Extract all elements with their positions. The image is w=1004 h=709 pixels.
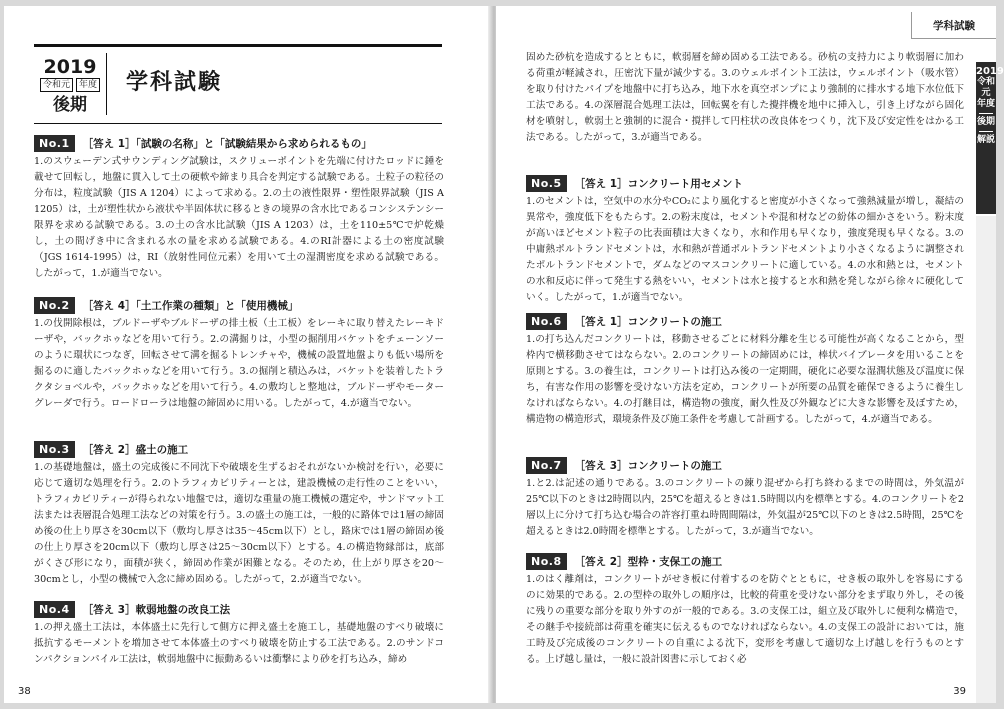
question-title: ［答え 3］軟弱地盤の改良工法	[82, 603, 231, 616]
question-number: No.3	[34, 441, 75, 458]
left-page	[4, 6, 492, 703]
question-title: ［答え 2］盛土の施工	[82, 443, 189, 456]
year-box	[34, 53, 107, 115]
question-body: 1.の押え盛土工法は，本体盛土に先行して側方に押え盛土を施工し，基礎地盤のすべり破壊に抵抗するモーメントを増加させて本体盛土のすべり破壊を防止する工法である。2.のサンドコンパクションパイル工法は，軟弱地盤中に振動あるいは衝撃により砂を打ち込み，締め	[34, 622, 444, 665]
question-number: No.6	[526, 313, 567, 330]
side-tab-nendo: 年度	[976, 99, 995, 109]
question-number: No.7	[526, 457, 567, 474]
question-8	[526, 552, 964, 668]
question-number: No.5	[526, 175, 567, 192]
question-title: ［答え 3］コンクリートの施工	[574, 459, 722, 472]
running-head: 学科試験	[911, 12, 996, 39]
section-header	[34, 44, 442, 124]
page-title: 学科試験	[126, 70, 223, 95]
side-tab-era: 令和元	[976, 77, 995, 98]
question-body: 固めた砂杭を造成するとともに，軟弱層を締め固める工法である。砂杭の支持力により軟弱層に加わる荷重が軽減され，圧密沈下量が減少する。3.のウェルポイント工法は，ウェルポイント（吸水管）を取り付けたパイプを地盤中に打ち込み，地下水を真空ポンプにより強制的に排水する地下水位低下工法である。4.の深層混合処理工法は，回転翼を有した攪拌機を地中に挿入し，引き上げながら固化材を噴射し，軟弱土と強制的に混合・撹拌して円柱状の改良体をつくり，沈下及び安定性をはかる工法である。したがって，3.が適当である。	[526, 52, 964, 143]
side-band	[976, 216, 996, 703]
header-year: 2019	[43, 56, 97, 78]
question-body: 1.のセメントは，空気中の水分やCO₂により風化すると密度が小さくなって強熱減量が増し，凝結の異常や，強度低下をもたらす。2.の粉末度は，セメントや混和材などの紛体の細かさをいう。粉末度が高いほどセメント粒子の比表面積は大きくなり，水和作用も早くなり，強度発現も早くなる。3.の中庸熱ポルトランドセメントは，水和熱が普通ポルトランドセメントより小さくなるように調整されたポルトランドセメントで，ダムなどのマスコンクリートに適している。4.の水和熱とは，セメントの水和反応に伴って発生する熱をいい，セメントは水と接すると水和熱を発しながら徐々に硬化していく。したがって，1.が適当でない。	[526, 196, 964, 303]
question-body: 1.のスウェーデン式サウンディング試験は，スクリューポイントを先端に付けたロッドに錘を載せて回転し，地盤に貫入して土の硬軟や締まり具合を判定する試験である。土粒子の粒径の分布は，粒度試験（JIS A 1204）によって求める。2.の土の液性限界・塑性限界試験（JIS A 1205）は，土が塑性状から液状や半固体状に移るときの境界の含水比であるコンシステンシー限界を求める試験である。3.の土の含水比試験（JIS A 1203）は，土を110±5℃で炉乾燥し，土の間げき中に含まれる水の量を求める試験である。4.のRI計器による土の密度試験（JGS 1614-1995）は，RI（放射性同位元素）を用いて土の湿潤密度を求める試験である。したがって，1.が適当でない。	[34, 156, 444, 279]
header-term: 後期	[53, 95, 87, 115]
question-body: 1.と2.は記述の通りである。3.のコンクリートの練り混ぜから打ち終わるまでの時間は，外気温が25℃以下のときは2時間以内，25℃を超えるときは1.5時間以内を標準とする。4.のコンクリートを2層以上に分けて打ち込む場合の許容打重ね時間間隔は，外気温が25℃以下のときは2.5時間，25℃を超えるときは2.0時間を標準とする。したがって，3.が適当でない。	[526, 478, 964, 537]
question-2	[34, 296, 444, 412]
question-title: ［答え 2］型枠・支保工の施工	[574, 555, 723, 568]
question-5	[526, 174, 964, 306]
question-body: 1.のはく離剤は，コンクリートがせき板に付着するのを防ぐとともに，せき板の取外しを容易にするのに効果的である。2.の型枠の取外しの順序は，比較的荷重を受けない部分をまず取り外し，その後に残りの重要な部分を取り外すのが一般的である。3.の支保工は，組立及び取外しに便利な構造で，その継手や接続部は荷重を確実に伝えるものでなければならない。4.の支保工の設計においては，施工時及び完成後のコンクリートの自重による沈下，変形を考慮して適切な上げ越しを行うものとする。上げ越し量は，一般に設計図書に示しておく必	[526, 574, 964, 665]
right-page	[496, 6, 1004, 703]
question-number: No.2	[34, 297, 75, 314]
side-tab-year: 2019	[976, 66, 1004, 77]
header-era: 令和元 年度	[34, 78, 106, 92]
page-number: 39	[953, 686, 966, 697]
question-7	[526, 456, 964, 540]
question-1	[34, 134, 444, 282]
question-body: 1.の打ち込んだコンクリートは，移動させるごとに材料分離を生じる可能性が高くなることから，型枠内で横移動させてはならない。2.のコンクリートの締固めには，棒状バイブレータを用いることを原則とする。3.の養生は，コンクリートは打込み後の一定期間，硬化に必要な湿潤状態及び温度に保ち，有害な作用の影響を受けない方法を定め，コンクリートが所要の品質を確保できるように養生しなければならない。4.の打継目は，構造物の強度，耐久性及び外観などに大きな影響を及ぼすため，構造物の構造形式，環境条件及び施工条件を考慮して計画する。したがって，4.が適当である。	[526, 334, 964, 425]
question-4	[34, 600, 444, 668]
question-title: ［答え 4］「土工作業の種類」と「使用機械」	[82, 299, 299, 312]
question-body: 1.の伐開除根は，ブルドーザやブルドーザの排土板（土工板）をレーキに取り替えたレーキドーザや，バックホゥなどを用いて行う。2.の溝掘りは，小型の掘削用バケットをチェーンソーのように環状につなぎ，回転させて溝を掘るトレンチャや，機械の設置地盤よりも低い場所を掘るのに適したバックホゥなどを用いて行う。3.の掘削と積込みは，バケットを装着したトラクタショベルや，バックホゥなどを用いて行う。4.の敷均しと整地は，ブルドーザやモーターグレーダで行う。ロードローラは地盤の締固めに用いる。したがって，4.が適当でない。	[34, 318, 444, 409]
side-tab-term: 後期	[976, 117, 995, 127]
question-body: 1.の基礎地盤は，盛土の完成後に不同沈下や破壊を生ずるおそれがないか検討を行い，必要に応じて適切な処理を行う。2.のトラフィカビリティーとは，建設機械の走行性のことをいい，トラフィカビリティーが得られない地盤では，適切な重量の施工機械の選定や，サンドマット工法または表層混合処理工法などの対策を行う。3.の盛土の施工は，一般的に路体では1層の締固め後の仕上り厚さを30cm以下（敷均し厚さは35～45cm以下）とし，路床では1層の締固め後の仕上り厚さを20cm以下（敷均し厚さは25～30cm以下）とする。4.の構造物縁部は，底部がくさび形になり，面積が狭く，締固め作業が困難となる。そのため，仕上がり厚さを20～30cmとし，小型の機械で入念に締め固める。したがって，2.が適当でない。	[34, 462, 444, 585]
question-3	[34, 440, 444, 588]
page-number: 38	[18, 686, 31, 697]
question-number: No.8	[526, 553, 567, 570]
question-4-continuation	[526, 50, 964, 146]
question-title: ［答え 1］コンクリート用セメント	[574, 177, 743, 190]
question-title: ［答え 1］「試験の名称」と「試験結果から求められるもの」	[82, 137, 372, 150]
side-tab-kaisetsu: 解説	[976, 135, 995, 145]
question-number: No.1	[34, 135, 75, 152]
question-number: No.4	[34, 601, 75, 618]
question-6	[526, 312, 964, 428]
question-title: ［答え 1］コンクリートの施工	[574, 315, 722, 328]
side-tab	[976, 62, 1004, 214]
